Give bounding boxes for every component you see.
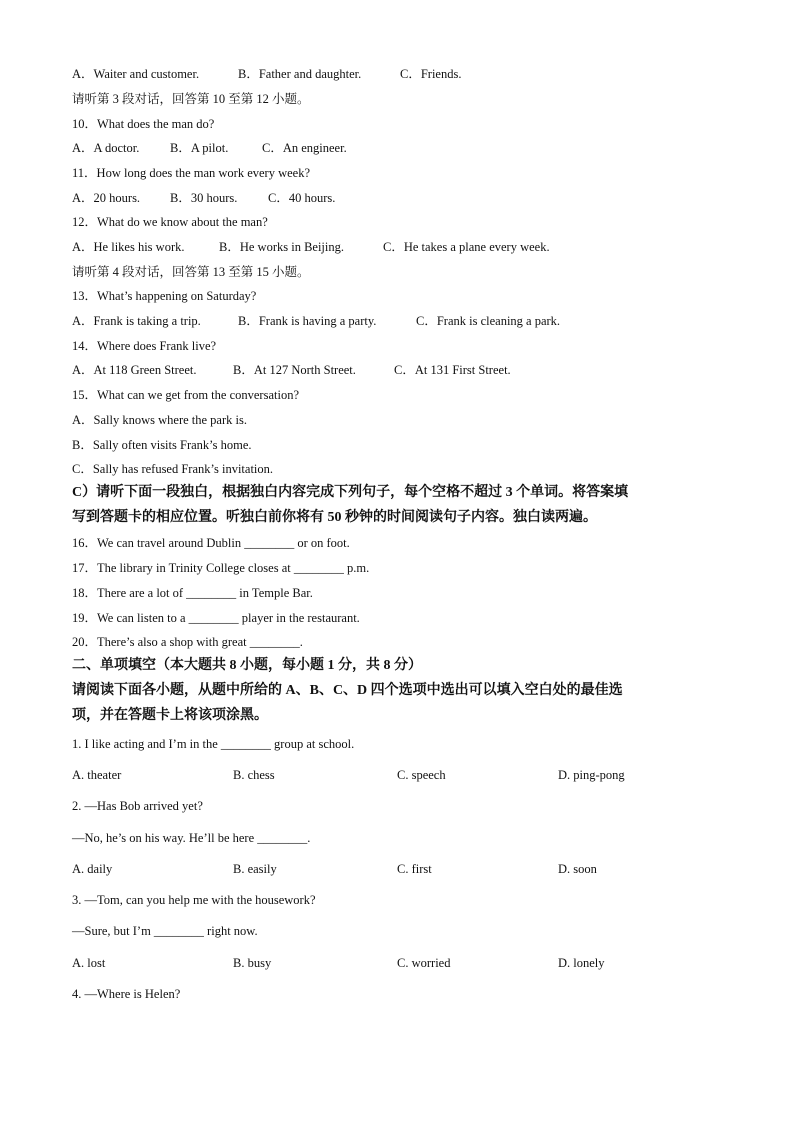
partc-instruction-line1: C）请听下面一段独白，根据独白内容完成下列句子，每个空格不超过 3 个单词。将答案填 — [72, 485, 629, 500]
s2-q2-option-a: A. daily — [72, 862, 113, 876]
q10-stem: 10．What does the man do? — [72, 117, 215, 131]
s2-q3-option-c: C. worried — [397, 956, 451, 970]
section2-instruction-line2: 项，并在答题卡上将该项涂黑。 — [72, 708, 268, 723]
s2-q3-option-d: D. lonely — [558, 956, 605, 970]
q9-option-c: C．Friends. — [400, 67, 462, 81]
q15-stem: 15．What can we get from the conversation? — [72, 388, 299, 402]
s2-q1-option-b: B. chess — [233, 768, 275, 782]
q20-sentence: 20．There’s also a shop with great ________. — [72, 635, 303, 649]
s2-q4-line1: 4. —Where is Helen? — [72, 987, 181, 1001]
q12-option-a: A．He likes his work. — [72, 240, 185, 254]
q10-option-c: C．An engineer. — [262, 141, 347, 155]
q9-option-b: B．Father and daughter. — [238, 67, 362, 81]
q11-option-b: B．30 hours. — [170, 191, 238, 205]
s2-q3-line2: —Sure, but I’m ________ right now. — [72, 924, 258, 938]
q10-option-a: A．A doctor. — [72, 141, 140, 155]
q14-option-c: C．At 131 First Street. — [394, 363, 511, 377]
s2-q2-option-c: C. first — [397, 862, 432, 876]
partc-instruction-line2: 写到答题卡的相应位置。听独白前你将有 50 秒钟的时间阅读句子内容。独白读两遍。 — [72, 510, 597, 525]
q17-sentence: 17．The library in Trinity College closes at ________ p.m. — [72, 561, 370, 575]
s2-q3-line1: 3. —Tom, can you help me with the housework? — [72, 893, 316, 907]
s2-q3-option-b: B. busy — [233, 956, 272, 970]
s2-q2-option-b: B. easily — [233, 862, 277, 876]
q13-option-a: A．Frank is taking a trip. — [72, 314, 201, 328]
q10-option-b: B．A pilot. — [170, 141, 229, 155]
s2-q1-option-c: C. speech — [397, 768, 446, 782]
q19-sentence: 19．We can listen to a ________ player in the restaurant. — [72, 611, 360, 625]
q11-option-c: C．40 hours. — [268, 191, 336, 205]
q15-option-c: C．Sally has refused Frank’s invitation. — [72, 462, 274, 476]
s2-q2-line2: —No, he’s on his way. He’ll be here ________. — [72, 831, 311, 845]
q13-option-c: C．Frank is cleaning a park. — [416, 314, 561, 328]
q15-option-b: B．Sally often visits Frank’s home. — [72, 438, 252, 452]
section2-heading: 二、单项填空（本大题共 8 小题，每小题 1 分，共 8 分） — [72, 658, 422, 673]
s2-q2-line1: 2. —Has Bob arrived yet? — [72, 799, 203, 813]
q14-option-a: A．At 118 Green Street. — [72, 363, 197, 377]
section4-instruction: 请听第 4 段对话，回答第 13 至第 15 小题。 — [72, 265, 310, 279]
q11-option-a: A．20 hours. — [72, 191, 141, 205]
q15-option-a: A．Sally knows where the park is. — [72, 413, 247, 427]
section2-instruction-line1: 请阅读下面各小题，从题中所给的 A、B、C、D 四个选项中选出可以填入空白处的最佳选 — [72, 683, 623, 698]
q13-stem: 13．What’s happening on Saturday? — [72, 289, 257, 303]
s2-q2-option-d: D. soon — [558, 862, 597, 876]
q14-stem: 14．Where does Frank live? — [72, 339, 217, 353]
s2-q1-option-a: A. theater — [72, 768, 122, 782]
q12-option-c: C．He takes a plane every week. — [383, 240, 550, 254]
q9-option-a: A．Waiter and customer. — [72, 67, 200, 81]
q13-option-b: B．Frank is having a party. — [238, 314, 377, 328]
s2-q3-option-a: A. lost — [72, 956, 106, 970]
q18-sentence: 18．There are a lot of ________ in Temple Bar. — [72, 586, 313, 600]
q14-option-b: B．At 127 North Street. — [233, 363, 356, 377]
s2-q1-option-d: D. ping-pong — [558, 768, 625, 782]
q11-stem: 11．How long does the man work every week? — [72, 166, 311, 180]
section3-instruction: 请听第 3 段对话，回答第 10 至第 12 小题。 — [72, 92, 310, 106]
q16-sentence: 16．We can travel around Dublin ________ or on foot. — [72, 536, 350, 550]
s2-q1-stem: 1. I like acting and I’m in the ________ group at school. — [72, 737, 355, 751]
q12-option-b: B．He works in Beijing. — [219, 240, 344, 254]
q12-stem: 12．What do we know about the man? — [72, 215, 268, 229]
